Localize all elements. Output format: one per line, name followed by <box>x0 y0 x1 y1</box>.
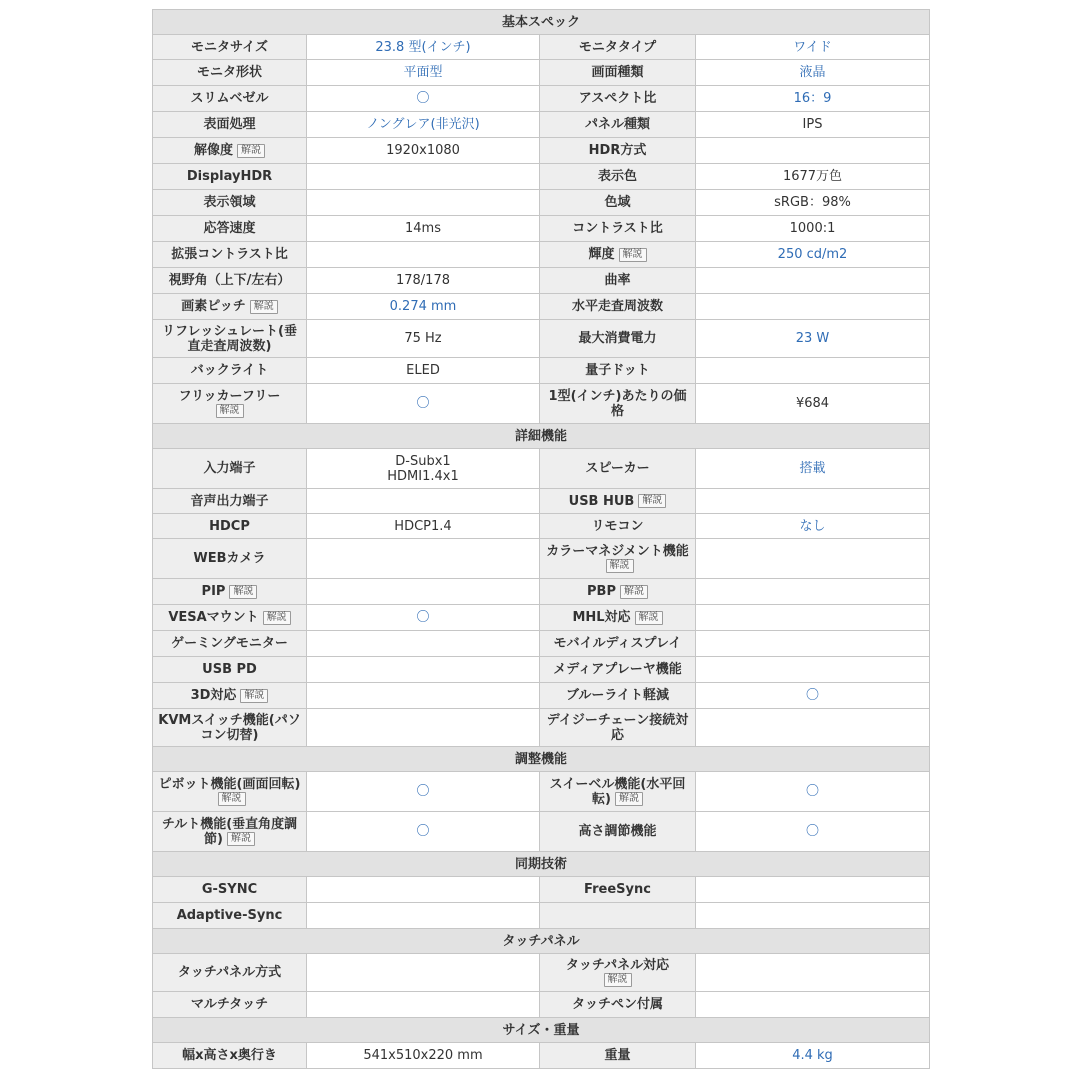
spec-value-cell <box>307 631 540 657</box>
spec-value: 1000:1 <box>789 221 836 236</box>
spec-label-cell <box>153 449 307 489</box>
spec-value-cell <box>696 216 930 242</box>
spec-value-cell <box>696 358 930 384</box>
spec-value-cell <box>307 514 540 539</box>
spec-value-cell[interactable] <box>696 1043 930 1069</box>
spec-label-cell <box>153 579 307 605</box>
spec-value-cell <box>307 579 540 605</box>
spec-value-cell <box>696 268 930 294</box>
spec-label-cell <box>153 294 307 320</box>
spec-label-cell <box>540 216 696 242</box>
spec-label-cell <box>540 268 696 294</box>
spec-label: Adaptive-Sync <box>176 908 283 923</box>
spec-row <box>153 1043 930 1069</box>
spec-label: 画素ピッチ <box>181 299 246 314</box>
spec-value-cell <box>307 954 540 992</box>
spec-label-cell <box>540 294 696 320</box>
spec-value-cell <box>696 605 930 631</box>
spec-label: タッチペン付属 <box>571 997 663 1012</box>
spec-value-cell <box>696 657 930 683</box>
spec-row <box>153 60 930 86</box>
spec-value-link[interactable]: 23 W <box>795 331 830 346</box>
spec-label: 視野角（上下/左右） <box>168 273 291 288</box>
spec-row <box>153 812 930 852</box>
spec-row <box>153 877 930 903</box>
spec-value-cell <box>696 954 930 992</box>
spec-label-cell <box>540 709 696 747</box>
section-title: 詳細機能 <box>153 424 930 449</box>
spec-value-cell <box>696 190 930 216</box>
spec-label: タッチパネル方式 <box>177 965 282 980</box>
spec-label: 3D対応 <box>190 688 237 703</box>
spec-label: USB HUB <box>568 493 635 509</box>
spec-label: MHL対応 <box>572 610 631 625</box>
spec-value-line: HDMI1.4x1 <box>387 468 459 484</box>
help-button[interactable]: 解説 <box>216 404 244 418</box>
spec-value-cell <box>696 539 930 579</box>
spec-label: マルチタッチ <box>190 997 269 1012</box>
spec-value-cell <box>696 903 930 929</box>
spec-label-cell <box>153 605 307 631</box>
help-button[interactable]: 解説 <box>635 611 663 625</box>
spec-value-link[interactable]: 4.4 kg <box>792 1048 833 1063</box>
spec-label: KVMスイッチ機能(パソコン切替) <box>158 712 301 743</box>
spec-value-cell[interactable] <box>696 772 930 812</box>
spec-row <box>153 514 930 539</box>
spec-row <box>153 190 930 216</box>
spec-label: ゲーミングモニター <box>171 636 288 651</box>
spec-label-cell <box>153 384 307 424</box>
spec-value-cell[interactable] <box>307 86 540 112</box>
spec-value-cell <box>307 268 540 294</box>
spec-label-cell <box>540 683 696 709</box>
spec-value-cell <box>307 242 540 268</box>
spec-label-cell <box>153 1043 307 1069</box>
spec-label: アスペクト比 <box>578 91 657 106</box>
spec-label: 量子ドット <box>585 363 650 378</box>
section-title: 調整機能 <box>153 747 930 772</box>
section-header-row <box>153 852 930 877</box>
spec-label-cell <box>540 514 696 539</box>
help-button[interactable]: 解説 <box>620 585 648 599</box>
spec-value-cell <box>696 384 930 424</box>
spec-row <box>153 772 930 812</box>
spec-row <box>153 539 930 579</box>
spec-value-cell <box>307 877 540 903</box>
spec-label-cell <box>153 992 307 1018</box>
spec-value-link[interactable]: 平面型 <box>403 65 443 80</box>
spec-row <box>153 384 930 424</box>
spec-value-link[interactable]: なし <box>799 518 826 534</box>
spec-value-cell[interactable] <box>307 772 540 812</box>
spec-label-cell <box>540 772 696 812</box>
spec-value-cell <box>696 992 930 1018</box>
section-title: 基本スペック <box>153 10 930 35</box>
spec-value-cell[interactable] <box>696 683 930 709</box>
spec-label: 解像度 <box>193 143 233 158</box>
spec-label: 音声出力端子 <box>190 493 269 509</box>
spec-row <box>153 489 930 514</box>
spec-label: スピーカー <box>585 461 650 476</box>
spec-row <box>153 35 930 60</box>
spec-label: リモコン <box>591 518 644 534</box>
spec-label: 1型(インチ)あたりの価格 <box>548 388 687 419</box>
section-header-row <box>153 929 930 954</box>
spec-value-cell <box>696 489 930 514</box>
spec-row <box>153 579 930 605</box>
spec-label: ピボット機能(画面回転) <box>158 776 301 792</box>
spec-row <box>153 992 930 1018</box>
spec-value-cell <box>307 358 540 384</box>
spec-label-cell <box>540 605 696 631</box>
spec-value-cell <box>307 320 540 358</box>
spec-label-cell <box>153 709 307 747</box>
spec-row <box>153 709 930 747</box>
spec-value-cell[interactable] <box>307 294 540 320</box>
spec-value-link[interactable]: 16：9 <box>793 91 832 106</box>
spec-label: メディアプレーヤ機能 <box>553 662 682 677</box>
spec-label: バックライト <box>190 363 269 378</box>
spec-value-cell <box>696 709 930 747</box>
spec-label-cell <box>540 242 696 268</box>
spec-row <box>153 657 930 683</box>
spec-value-link[interactable]: 〇 <box>416 91 430 106</box>
spec-label-cell <box>153 268 307 294</box>
spec-label-cell <box>540 992 696 1018</box>
spec-row <box>153 683 930 709</box>
spec-label-cell <box>153 683 307 709</box>
spec-value-link[interactable]: 〇 <box>416 396 430 411</box>
section-header-row <box>153 424 930 449</box>
spec-value-cell <box>307 190 540 216</box>
spec-value-cell[interactable] <box>696 320 930 358</box>
help-button[interactable]: 解説 <box>615 792 643 806</box>
spec-label-cell <box>540 35 696 60</box>
help-button[interactable]: 解説 <box>229 585 257 599</box>
spec-label: リフレッシュレート(垂直走査周波数) <box>161 323 298 354</box>
spec-label: 応答速度 <box>203 221 256 236</box>
help-button[interactable]: 解説 <box>240 689 268 703</box>
spec-value-cell <box>307 992 540 1018</box>
spec-label-cell <box>153 631 307 657</box>
spec-label-cell <box>540 112 696 138</box>
spec-label: VESAマウント <box>168 610 259 625</box>
spec-row <box>153 631 930 657</box>
spec-label: 最大消費電力 <box>578 331 657 346</box>
spec-value: 541x510x220 mm <box>363 1048 483 1063</box>
spec-label-cell <box>540 190 696 216</box>
spec-label-cell <box>540 86 696 112</box>
spec-value-cell <box>307 138 540 164</box>
spec-value-link[interactable]: 0.274 mm <box>389 299 457 314</box>
spec-label-cell <box>153 164 307 190</box>
spec-label: FreeSync <box>584 882 651 897</box>
spec-label-cell <box>540 903 696 929</box>
spec-value: sRGB：98% <box>774 195 851 210</box>
spec-value-cell[interactable] <box>696 812 930 852</box>
spec-value: 178/178 <box>395 273 450 288</box>
spec-label-cell <box>540 1043 696 1069</box>
spec-value-cell <box>307 216 540 242</box>
spec-label-cell <box>153 112 307 138</box>
spec-label-cell <box>540 164 696 190</box>
spec-label: PIP <box>201 584 226 599</box>
spec-value-link[interactable]: 搭載 <box>799 461 826 476</box>
spec-value: 1920x1080 <box>386 143 460 158</box>
spec-value-link[interactable]: ワイド <box>793 39 832 55</box>
spec-label: カラーマネジメント機能 <box>546 543 689 559</box>
spec-label: チルト機能(垂直角度調節) <box>161 816 298 847</box>
spec-label-cell <box>153 138 307 164</box>
spec-label: ブルーライト軽減 <box>565 688 670 703</box>
help-button[interactable]: 解説 <box>638 494 666 508</box>
spec-label: デイジーチェーン接続対応 <box>546 712 689 743</box>
spec-label: タッチパネル対応 <box>565 957 670 973</box>
spec-label-cell <box>540 954 696 992</box>
spec-table <box>152 9 930 1069</box>
spec-label: G-SYNC <box>201 882 258 897</box>
spec-value-cell <box>307 489 540 514</box>
spec-label-cell <box>153 358 307 384</box>
spec-row <box>153 268 930 294</box>
spec-row <box>153 605 930 631</box>
spec-value-cell[interactable] <box>696 514 930 539</box>
spec-row <box>153 358 930 384</box>
spec-label: 重量 <box>604 1048 631 1063</box>
spec-value-cell <box>696 164 930 190</box>
spec-row <box>153 216 930 242</box>
spec-label: 画面種類 <box>591 65 644 80</box>
spec-value-cell[interactable] <box>307 60 540 86</box>
section-title: 同期技術 <box>153 852 930 877</box>
spec-value-link[interactable]: 液晶 <box>799 65 826 80</box>
spec-value-cell <box>307 903 540 929</box>
spec-value-link[interactable]: 〇 <box>806 688 820 703</box>
spec-value-cell[interactable] <box>696 86 930 112</box>
spec-label-cell <box>153 514 307 539</box>
spec-value: ELED <box>406 363 440 378</box>
spec-value-cell <box>307 683 540 709</box>
spec-value-cell[interactable] <box>696 242 930 268</box>
spec-value-cell[interactable] <box>696 60 930 86</box>
spec-label: PBP <box>587 584 616 599</box>
spec-value-link[interactable]: 23.8 型(インチ) <box>375 39 471 55</box>
spec-label-cell <box>153 903 307 929</box>
spec-label-cell <box>153 877 307 903</box>
spec-value-cell <box>696 294 930 320</box>
spec-label: モニタタイプ <box>578 39 657 55</box>
spec-value-cell <box>696 138 930 164</box>
spec-label-cell <box>153 539 307 579</box>
spec-label: 表面処理 <box>203 117 256 132</box>
help-button[interactable]: 解説 <box>263 611 291 625</box>
spec-label: 輝度 <box>588 247 615 262</box>
spec-value-cell <box>307 539 540 579</box>
spec-label-cell <box>153 320 307 358</box>
spec-value-cell <box>307 164 540 190</box>
spec-value-cell[interactable] <box>696 449 930 489</box>
spec-label-cell <box>540 579 696 605</box>
spec-value-cell <box>307 657 540 683</box>
section-header-row <box>153 747 930 772</box>
spec-label: スリムベゼル <box>190 91 269 106</box>
spec-label: USB PD <box>202 662 257 677</box>
spec-value: IPS <box>802 117 823 132</box>
spec-value-cell <box>307 449 540 489</box>
spec-label: モニタ形状 <box>196 65 262 80</box>
help-button[interactable]: 解説 <box>604 973 632 987</box>
spec-label-cell <box>153 489 307 514</box>
spec-row <box>153 138 930 164</box>
spec-label: 高さ調節機能 <box>578 824 657 839</box>
spec-row <box>153 86 930 112</box>
spec-label: HDCP <box>209 518 250 534</box>
spec-label-cell <box>540 60 696 86</box>
spec-label-cell <box>153 657 307 683</box>
spec-label: スイーベル機能(水平回転) <box>549 776 686 807</box>
spec-value-link[interactable]: 〇 <box>416 784 430 799</box>
help-button[interactable]: 解説 <box>619 248 647 262</box>
spec-value: 1677万色 <box>782 169 843 184</box>
spec-label-cell <box>153 812 307 852</box>
section-title: サイズ・重量 <box>153 1018 930 1043</box>
spec-label: パネル種類 <box>584 117 650 132</box>
section-title: タッチパネル <box>153 929 930 954</box>
spec-label: 幅x高さx奥行き <box>182 1048 277 1063</box>
spec-label: コントラスト比 <box>572 221 663 236</box>
spec-value-cell <box>696 631 930 657</box>
spec-label-cell <box>540 138 696 164</box>
spec-value-cell <box>696 877 930 903</box>
spec-label-cell <box>153 86 307 112</box>
spec-row <box>153 112 930 138</box>
spec-label: WEBカメラ <box>193 551 266 566</box>
spec-value-cell <box>307 1043 540 1069</box>
spec-label: 水平走査周波数 <box>571 299 663 314</box>
spec-label-cell <box>153 216 307 242</box>
spec-label-cell <box>540 539 696 579</box>
spec-row <box>153 954 930 992</box>
spec-value-link[interactable]: 〇 <box>806 824 820 839</box>
spec-value: 75 Hz <box>404 331 442 346</box>
spec-value-cell[interactable] <box>307 112 540 138</box>
spec-label-cell <box>153 190 307 216</box>
spec-label: 表示領域 <box>203 195 256 210</box>
spec-value-link[interactable]: 250 cd/m2 <box>777 247 848 262</box>
spec-value-cell <box>696 579 930 605</box>
spec-value-link[interactable]: 〇 <box>416 824 430 839</box>
spec-value-cell[interactable] <box>307 35 540 60</box>
spec-label: モニタサイズ <box>191 39 268 55</box>
spec-label: 表示色 <box>597 169 637 184</box>
help-button[interactable]: 解説 <box>218 792 246 806</box>
spec-row <box>153 903 930 929</box>
help-button[interactable]: 解説 <box>237 144 265 158</box>
spec-label: 入力端子 <box>203 461 256 476</box>
spec-label: 曲率 <box>604 273 631 288</box>
spec-label: モバイルディスプレイ <box>553 636 682 651</box>
spec-label-cell <box>540 812 696 852</box>
help-button[interactable]: 解説 <box>250 300 278 314</box>
spec-value-link[interactable]: ノングレア(非光沢) <box>366 117 480 132</box>
spec-value-line: D-Subx1 <box>395 453 451 469</box>
spec-label-cell <box>540 320 696 358</box>
spec-value-cell[interactable] <box>307 605 540 631</box>
spec-label-cell <box>540 449 696 489</box>
spec-row <box>153 449 930 489</box>
spec-label: 拡張コントラスト比 <box>171 247 288 262</box>
spec-label-cell <box>540 657 696 683</box>
spec-value-cell <box>307 709 540 747</box>
spec-label-cell <box>540 877 696 903</box>
spec-table-body <box>153 10 930 1069</box>
spec-value-cell <box>696 112 930 138</box>
spec-label-cell <box>540 489 696 514</box>
spec-value-cell[interactable] <box>307 384 540 424</box>
spec-label-cell <box>153 242 307 268</box>
spec-value-cell[interactable] <box>307 812 540 852</box>
spec-row <box>153 164 930 190</box>
spec-label-cell <box>540 631 696 657</box>
spec-value-cell[interactable] <box>696 35 930 60</box>
spec-row <box>153 242 930 268</box>
spec-label-cell <box>153 772 307 812</box>
section-header-row <box>153 10 930 35</box>
spec-label: HDR方式 <box>588 143 647 158</box>
spec-value: HDCP1.4 <box>394 518 452 534</box>
spec-label-cell <box>153 60 307 86</box>
spec-label: フリッカーフリー <box>178 388 281 404</box>
spec-label-cell <box>540 384 696 424</box>
spec-value: ¥684 <box>795 396 830 411</box>
spec-label: DisplayHDR <box>186 169 273 184</box>
spec-value-link[interactable]: 〇 <box>416 610 430 625</box>
spec-label-cell <box>540 358 696 384</box>
section-header-row <box>153 1018 930 1043</box>
help-button[interactable]: 解説 <box>227 832 255 846</box>
spec-row <box>153 320 930 358</box>
spec-label-cell <box>153 954 307 992</box>
spec-label: 色域 <box>604 195 631 210</box>
help-button[interactable]: 解説 <box>606 559 634 573</box>
spec-label-cell <box>153 35 307 60</box>
spec-value: 14ms <box>405 221 441 236</box>
spec-row <box>153 294 930 320</box>
spec-value-link[interactable]: 〇 <box>806 784 820 799</box>
